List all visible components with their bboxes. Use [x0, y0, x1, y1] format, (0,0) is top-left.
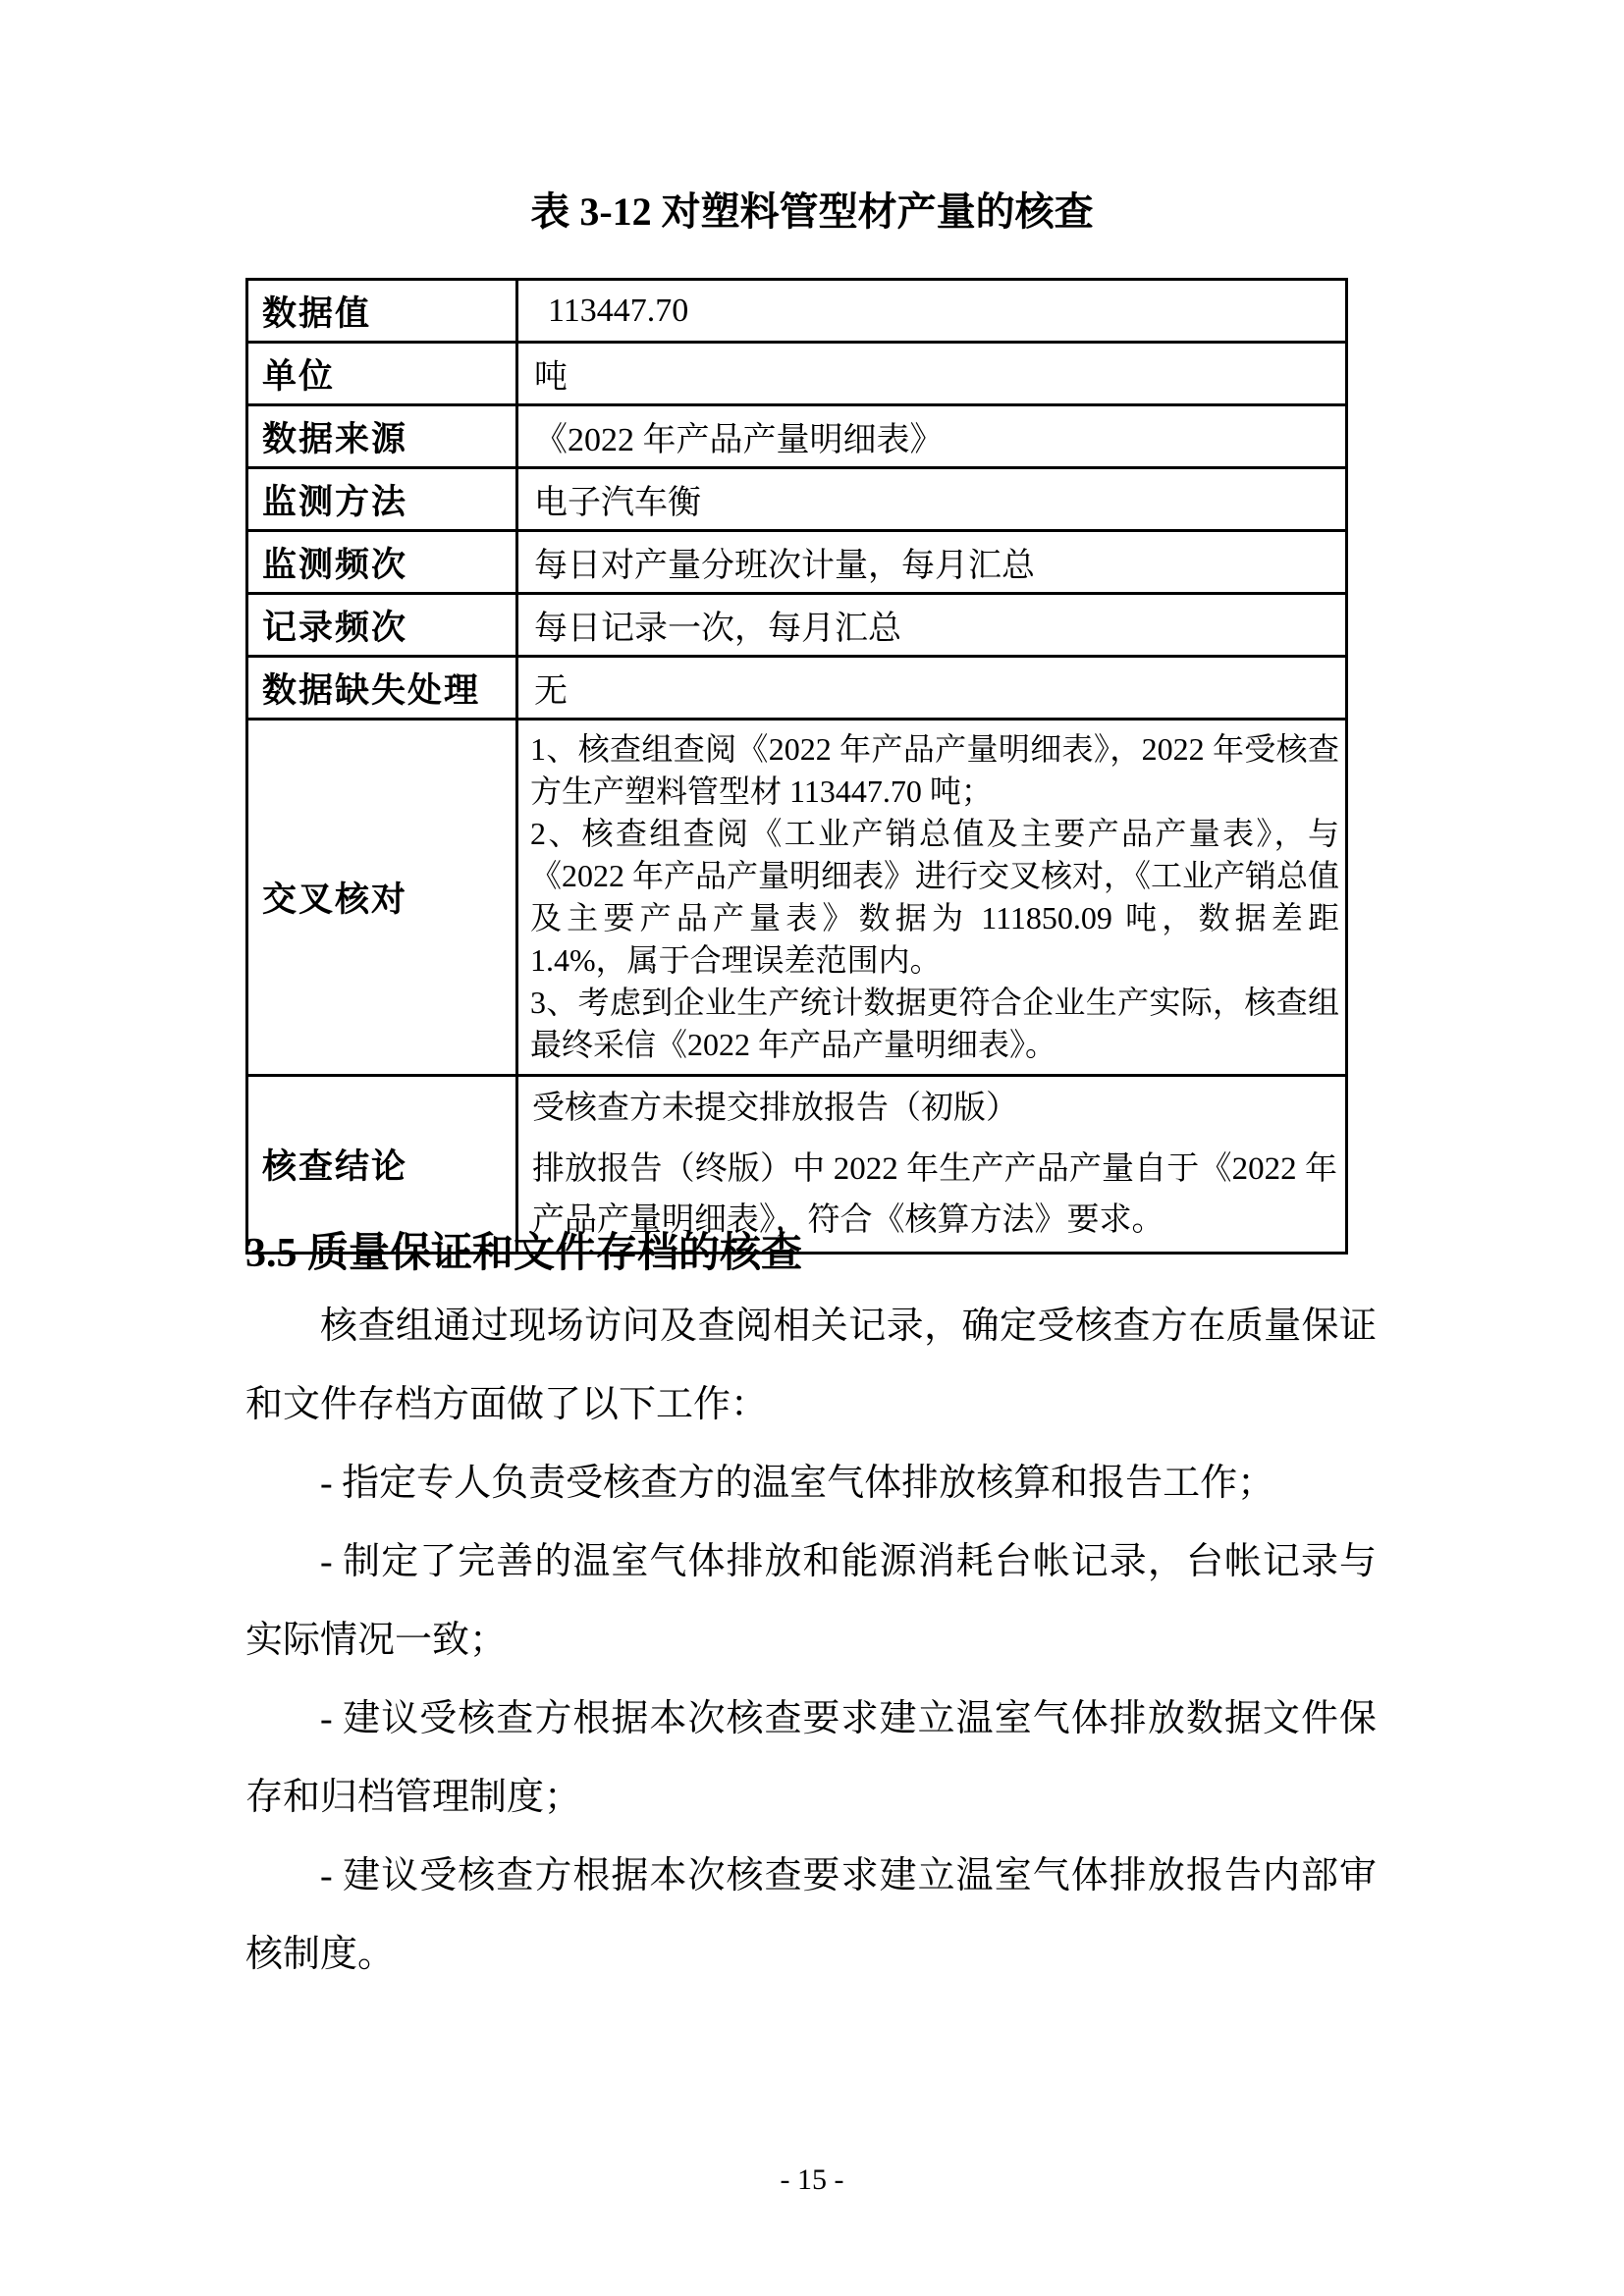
page-number: - 15 -: [780, 2163, 844, 2196]
row-label: 核查结论: [247, 1076, 517, 1254]
row-label: 交叉核对: [247, 720, 517, 1076]
verification-table: [245, 278, 1348, 1255]
table-row: [247, 468, 1347, 531]
conclusion-value: [517, 1076, 1347, 1254]
row-label: 单位: [247, 343, 517, 405]
bullet-item: - 制定了完善的温室气体排放和能源消耗台帐记录，台帐记录与实际情况一致；: [245, 1541, 1377, 1661]
row-value: 吨: [517, 343, 1347, 405]
row-value: 电子汽车衡: [517, 468, 1347, 531]
row-label: 数据来源: [247, 405, 517, 468]
intro-paragraph: 核查组通过现场访问及查阅相关记录，确定受核查方在质量保证和文件存档方面做了以下工作：: [245, 1306, 1377, 1425]
row-value: 《2022 年产品产量明细表》: [517, 405, 1347, 468]
table-row: [247, 405, 1347, 468]
cross-check-item: 3、考虑到企业生产统计数据更符合企业生产实际，核查组最终采信《2022 年产品产量明细表》。: [530, 985, 1339, 1062]
table-row: [247, 657, 1347, 720]
row-value: 每日记录一次，每月汇总: [517, 594, 1347, 657]
section-heading: 3.5 质量保证和文件存档的核查: [245, 1231, 803, 1276]
conclusion-row: [247, 1076, 1347, 1254]
row-label: 监测方法: [247, 468, 517, 531]
table-row: [247, 343, 1347, 405]
row-label: 数据值: [247, 280, 517, 343]
conclusion-paragraph: 排放报告（终版）中 2022 年生产产品产量自于《2022 年产品产量明细表》，符合《核算方法》要求。: [532, 1151, 1337, 1238]
row-label: 数据缺失处理: [247, 657, 517, 720]
row-value: 每日对产量分班次计量，每月汇总: [517, 531, 1347, 594]
table-row: [247, 280, 1347, 343]
row-label: 监测频次: [247, 531, 517, 594]
cross-check-value: [517, 720, 1347, 1076]
row-value: 113447.70: [517, 280, 1347, 343]
section-body: [245, 1287, 1377, 1994]
row-value: 无: [517, 657, 1347, 720]
table-row: [247, 594, 1347, 657]
cross-check-item: 1、核查组查阅《2022 年产品产量明细表》，2022 年受核查方生产塑料管型材 113447.70 吨；: [530, 731, 1339, 809]
row-label: 记录频次: [247, 594, 517, 657]
bullet-item: - 指定专人负责受核查方的温室气体排放核算和报告工作；: [320, 1463, 1275, 1504]
table-row: [247, 531, 1347, 594]
bullet-item: - 建议受核查方根据本次核查要求建立温室气体排放数据文件保存和归档管理制度；: [245, 1698, 1377, 1818]
page-title: 表 3-12 对塑料管型材产量的核查: [530, 189, 1094, 234]
bullet-item: - 建议受核查方根据本次核查要求建立温室气体排放报告内部审核制度。: [245, 1855, 1377, 1975]
cross-check-row: [247, 720, 1347, 1076]
cross-check-item: 2、核查组查阅《工业产销总值及主要产品产量表》，与《2022 年产品产量明细表》进行交叉核对，《工业产销总值及主要产品产量表》数据为 111850.09 吨，数据差距 1.4%，属于合理误差范围内。: [530, 816, 1340, 978]
conclusion-paragraph: 受核查方未提交排放报告（初版）: [532, 1091, 1018, 1126]
